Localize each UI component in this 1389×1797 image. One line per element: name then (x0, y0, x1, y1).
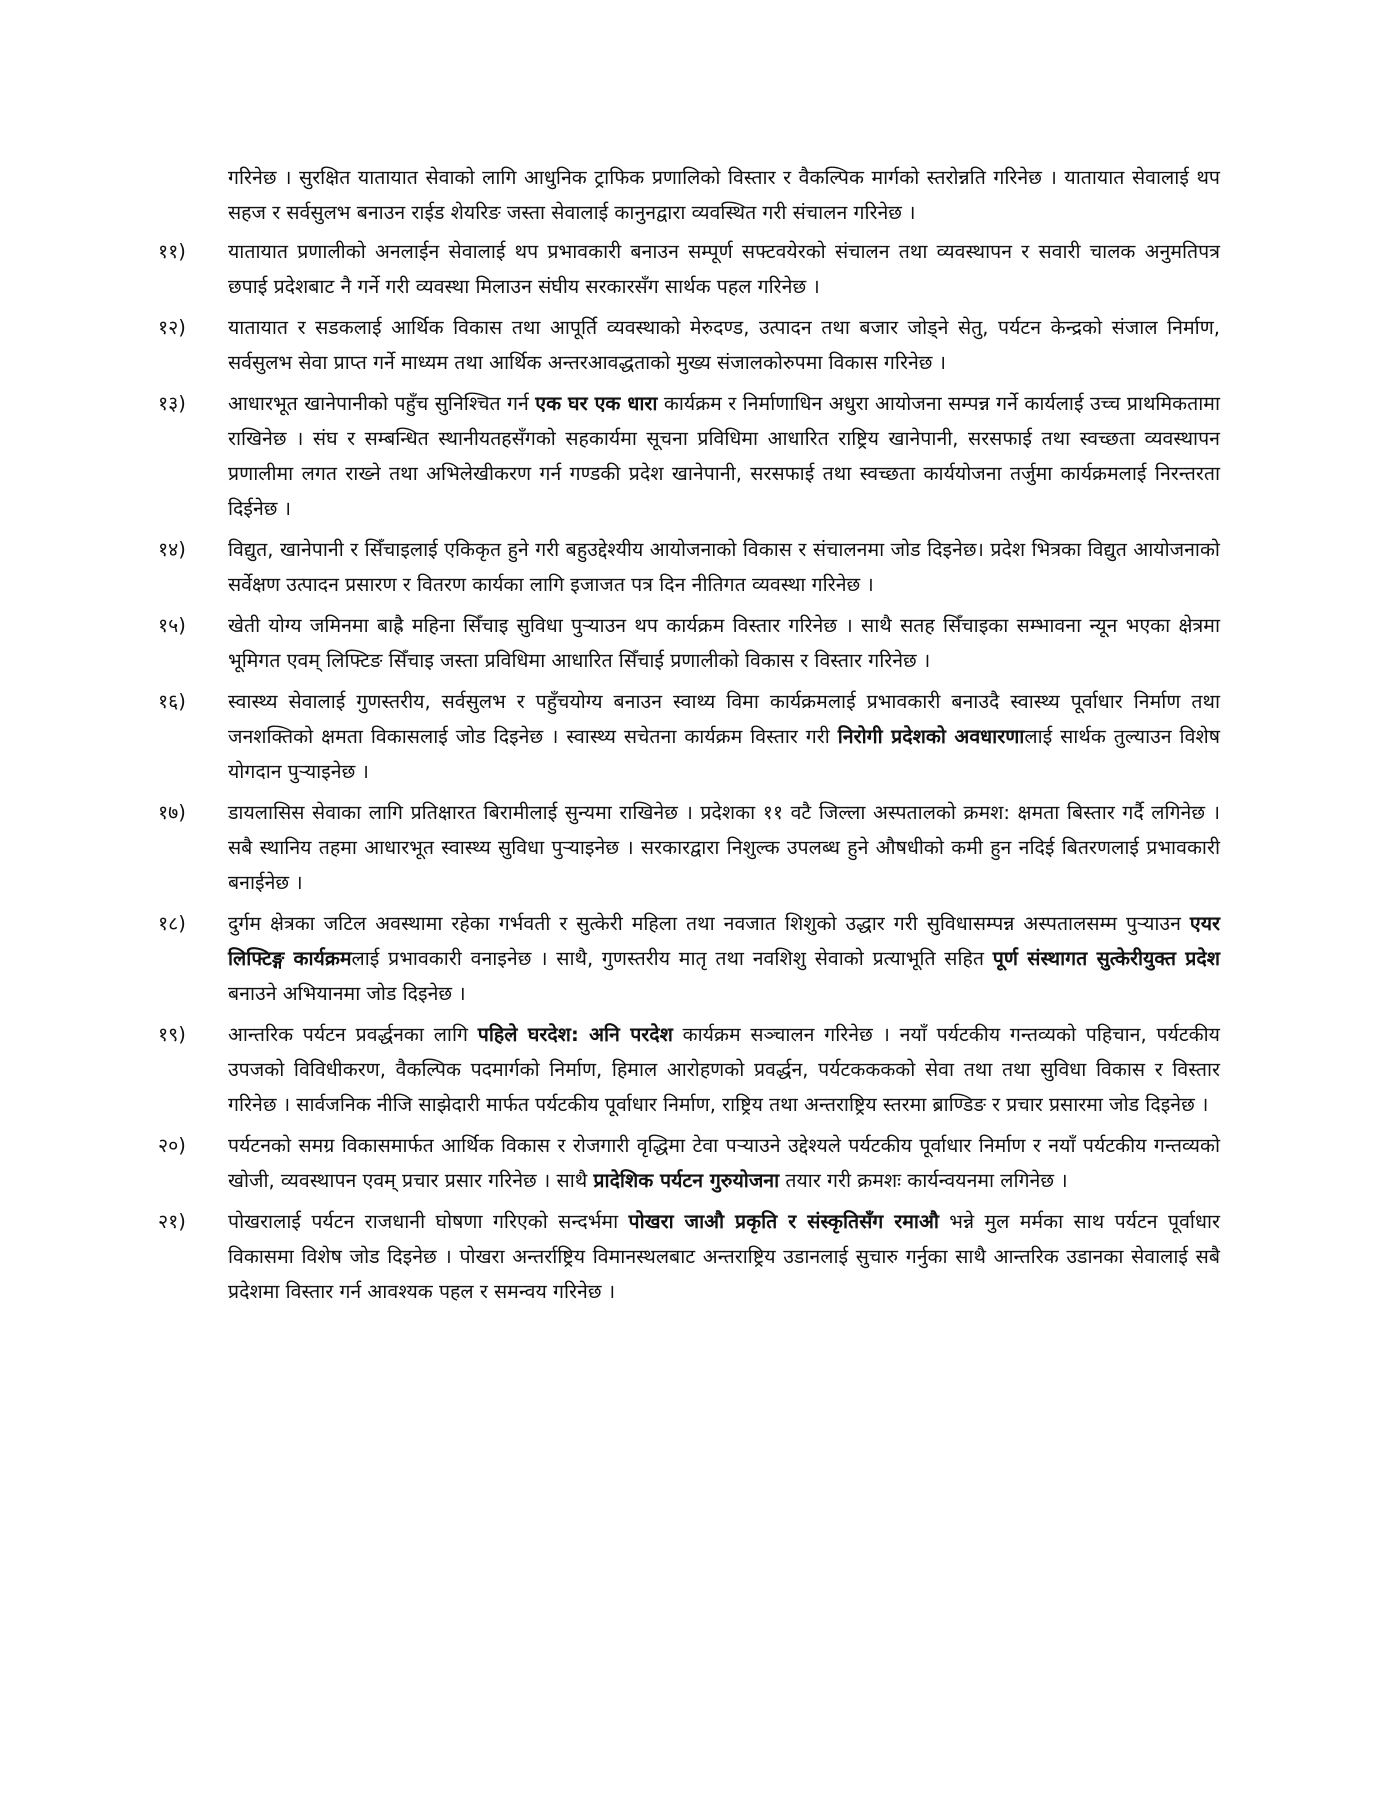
item-text (228, 310, 1220, 380)
list-item (158, 310, 1220, 380)
list-item (158, 795, 1220, 900)
item-text-segment: विद्युत, खानेपानी र सिँचाइलाई एकिकृत हुने गरी बहुउद्देश्यीय आयोजनाको विकास र संचालनमा जोड दिइनेछ। प्रदेश भित्रका विद्युत आयोजनाको सर्वेक्षण उत्पादन प्रसारण र वितरण कार्यका लागि इजाजत पत्र दिन नीतिगत व्यवस्था गरिनेछ । (228, 538, 1220, 596)
item-text (228, 906, 1220, 1011)
bold-phrase: पहिले घरदेश: अनि परदेश (477, 1023, 673, 1046)
item-text (228, 532, 1220, 602)
bold-phrase: एयर लिफ्टिङ्ग कार्यक्रम (228, 912, 1220, 970)
item-text-segment: लाई सार्थक तुल्याउन विशेष योगदान पुऱ्याइनेछ । (228, 725, 1220, 783)
item-text-segment: लाई प्रभावकारी वनाइनेछ । साथै, गुणस्तरीय मातृ तथा नवशिशु सेवाको प्रत्याभूति सहित (351, 947, 993, 970)
item-number: १९) (158, 1023, 186, 1046)
item-text-segment: खेती योग्य जमिनमा बाह्रै महिना सिँचाइ सुविधा पुऱ्याउन थप कार्यक्रम विस्तार गरिनेछ । साथै सतह सिँचाइका सम्भावना न्यून भएका क्षेत्रमा भूमिगत एवम् लिफ्टिङ सिँचाइ जस्ता प्रविधिमा आधारित सिँचाई प्रणालीको विकास र विस्तार गरिनेछ । (228, 614, 1220, 672)
item-number: १५) (158, 614, 186, 637)
list-item (158, 532, 1220, 602)
item-text-segment: कार्यक्रम सञ्चालन गरिनेछ । नयाँ पर्यटकीय गन्तव्यको पहिचान, पर्यटकीय उपजको विविधीकरण, वैकल्पिक पदमार्गको निर्माण, हिमाल आरोहणको प्रवर्द्धन, पर्यटकककको सेवा तथा तथा सुविधा विकास र विस्तार गरिनेछ । सार्वजनिक नीजि साझेदारी मार्फत पर्यटकीय पूर्वाधार निर्माण, राष्ट्रिय तथा अन्तराष्ट्रिय स्तरमा ब्राण्डिङ र प्रचार प्रसारमा जोड दिइनेछ । (228, 1023, 1220, 1116)
item-text-segment: भन्ने मुल मर्मका साथ पर्यटन पूर्वाधार विकासमा विशेष जोड दिइनेछ । पोखरा अन्तर्राष्ट्रिय विमानस्थलबाट अन्तराष्ट्रिय उडानलाई सुचारु गर्नुका साथै आन्तरिक उडानका सेवालाई सबै प्रदेशमा विस्तार गर्न आवश्यक पहल र समन्वय गरिनेछ । (228, 1210, 1220, 1303)
intro-paragraph: गरिनेछ । सुरक्षित यातायात सेवाको लागि आधुनिक ट्राफिक प्रणालिको विस्तार र वैकल्पिक मार्गको स्तरोन्नति गरिनेछ । यातायात सेवालाई थप सहज र सर्वसुलभ बनाउन राईड शेयरिङ जस्ता सेवालाई कानुनद्वारा व्यवस्थित गरी संचालन गरिनेछ । (228, 166, 1220, 224)
item-text (228, 1128, 1220, 1198)
item-number: १३) (158, 392, 186, 415)
list-item (158, 1204, 1220, 1309)
item-text-segment: आधारभूत खानेपानीको पहुँच सुनिश्चित गर्न (228, 392, 536, 415)
list-item (158, 386, 1220, 526)
item-text-segment: यातायात प्रणालीको अनलाईन सेवालाई थप प्रभावकारी बनाउन सम्पूर्ण सफ्टवयेरको संचालन तथा व्यवस्थापन र सवारी चालक अनुमतिपत्र छपाई प्रदेशबाट नै गर्ने गरी व्यवस्था मिलाउन संघीय सरकारसँग सार्थक पहल गरिनेछ । (228, 240, 1220, 298)
item-text (228, 795, 1220, 900)
item-text (228, 684, 1220, 789)
item-number: १६) (158, 690, 186, 713)
item-text (228, 386, 1220, 526)
item-text-segment: बनाउने अभियानमा जोड दिइनेछ । (228, 982, 466, 1005)
list-item (158, 684, 1220, 789)
item-text-segment: तयार गरी क्रमशः कार्यन्वयनमा लगिनेछ । (779, 1169, 1068, 1192)
item-text-segment: दुर्गम क्षेत्रका जटिल अवस्थामा रहेका गर्भवती र सुत्केरी महिला तथा नवजात शिशुको उद्धार गरी सुविधासम्पन्न अस्पतालसम्म पुऱ्याउन (228, 912, 1190, 935)
bold-phrase: प्रादेशिक पर्यटन गुरुयोजना (593, 1169, 780, 1192)
item-text-segment: कार्यक्रम र निर्माणाधिन अधुरा आयोजना सम्पन्न गर्ने कार्यलाई उच्च प्राथमिकतामा राखिनेछ । संघ र सम्बन्धित स्थानीयतहसँगको सहकार्यमा सूचना प्रविधिमा आधारित राष्ट्रिय खानेपानी, सरसफाई तथा स्वच्छता व्यवस्थापन प्रणालीमा लगत राख्ने तथा अभिलेखीकरण गर्न गण्डकी प्रदेश खानेपानी, सरसफाई तथा स्वच्छता कार्ययोजना तर्जुमा कार्यक्रमलाई निरन्तरता दिईनेछ । (228, 392, 1220, 520)
item-number: १८) (158, 912, 186, 935)
item-text-segment: पर्यटनको समग्र विकासमार्फत आर्थिक विकास र रोजगारी वृद्धिमा टेवा पऱ्याउने उद्देश्यले पर्यटकीय पूर्वाधार निर्माण र नयाँ पर्यटकीय गन्तव्यको खोजी, व्यवस्थापन एवम् प्रचार प्रसार गरिनेछ । साथै (228, 1134, 1220, 1192)
bold-phrase: एक घर एक धारा (535, 392, 658, 415)
bold-phrase: पोखरा जाऔ प्रकृति र संस्कृतिसँग रमाऔ (628, 1210, 939, 1233)
item-text-segment: डायलासिस सेवाका लागि प्रतिक्षारत बिरामीलाई सुन्यमा राखिनेछ । प्रदेशका ११ वटै जिल्ला अस्पतालको क्रमश: क्षमता बिस्तार गर्दै लगिनेछ । सबै स्थानिय तहमा आधारभूत स्वास्थ्य सुविधा पुऱ्याइनेछ । सरकारद्वारा निशुल्क उपलब्ध हुने औषधीको कमी हुन नदिई बितरणलाई प्रभावकारी बनाईनेछ । (228, 801, 1220, 894)
item-number: २०) (158, 1134, 186, 1157)
item-number: ११) (158, 240, 186, 263)
list-item (158, 1128, 1220, 1198)
item-text (228, 608, 1220, 678)
list-item (158, 608, 1220, 678)
item-number: १२) (158, 316, 186, 339)
item-number: १४) (158, 538, 186, 561)
item-number: २१) (158, 1210, 186, 1233)
bold-phrase: पूर्ण संस्थागत सुत्केरीयुक्त प्रदेश (992, 947, 1220, 970)
item-text-segment: स्वास्थ्य सेवालाई गुणस्तरीय, सर्वसुलभ र पहुँचयोग्य बनाउन स्वाथ्य विमा कार्यक्रमलाई प्रभावकारी बनाउदै स्वास्थ्य पूर्वाधार निर्माण तथा जनशक्तिको क्षमता विकासलाई जोड दिइनेछ । स्वास्थ्य सचेतना कार्यक्रम विस्तार गरी (228, 690, 1220, 748)
list-item (158, 906, 1220, 1011)
item-text-segment: पोखरालाई पर्यटन राजधानी घोषणा गरिएको सन्दर्भमा (228, 1210, 629, 1233)
item-text (228, 1017, 1220, 1122)
item-text (228, 1204, 1220, 1309)
item-text-segment: आन्तरिक पर्यटन प्रवर्द्धनका लागि (228, 1023, 478, 1046)
item-text (228, 234, 1220, 304)
item-number: १७) (158, 801, 186, 824)
document-body (158, 160, 1220, 1315)
bold-phrase: निरोगी प्रदेशको अवधारणा (837, 725, 1025, 748)
item-text-segment: यातायात र सडकलाई आर्थिक विकास तथा आपूर्ति व्यवस्थाको मेरुदण्ड, उत्पादन तथा बजार जोड्ने सेतु, पर्यटन केन्द्रको संजाल निर्माण, सर्वसुलभ सेवा प्राप्त गर्ने माध्यम तथा आर्थिक अन्तरआवद्धताको मुख्य संजालकोरुपमा विकास गरिनेछ । (228, 316, 1220, 374)
list-item (158, 1017, 1220, 1122)
list-item (158, 234, 1220, 304)
